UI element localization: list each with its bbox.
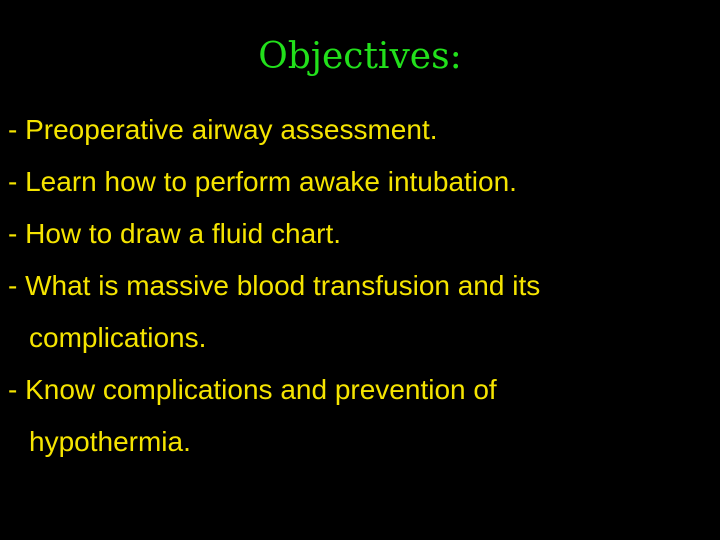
bullet-continuation: complications. <box>29 322 207 353</box>
list-item <box>8 156 716 208</box>
list-item <box>8 104 716 156</box>
bullet-continuation: hypothermia. <box>29 426 191 457</box>
list-item <box>8 364 716 468</box>
bullet-text: - What is massive blood transfusion and its <box>8 270 541 301</box>
bullet-text: - Learn how to perform awake intubation. <box>8 166 517 197</box>
slide-title: Objectives: <box>258 36 462 77</box>
bullet-text: - Preoperative airway assessment. <box>8 114 438 145</box>
objectives-list <box>8 104 716 468</box>
bullet-text: - How to draw a fluid chart. <box>8 218 342 249</box>
list-item <box>8 260 716 364</box>
list-item <box>8 208 716 260</box>
bullet-text: - Know complications and prevention of <box>8 374 497 405</box>
